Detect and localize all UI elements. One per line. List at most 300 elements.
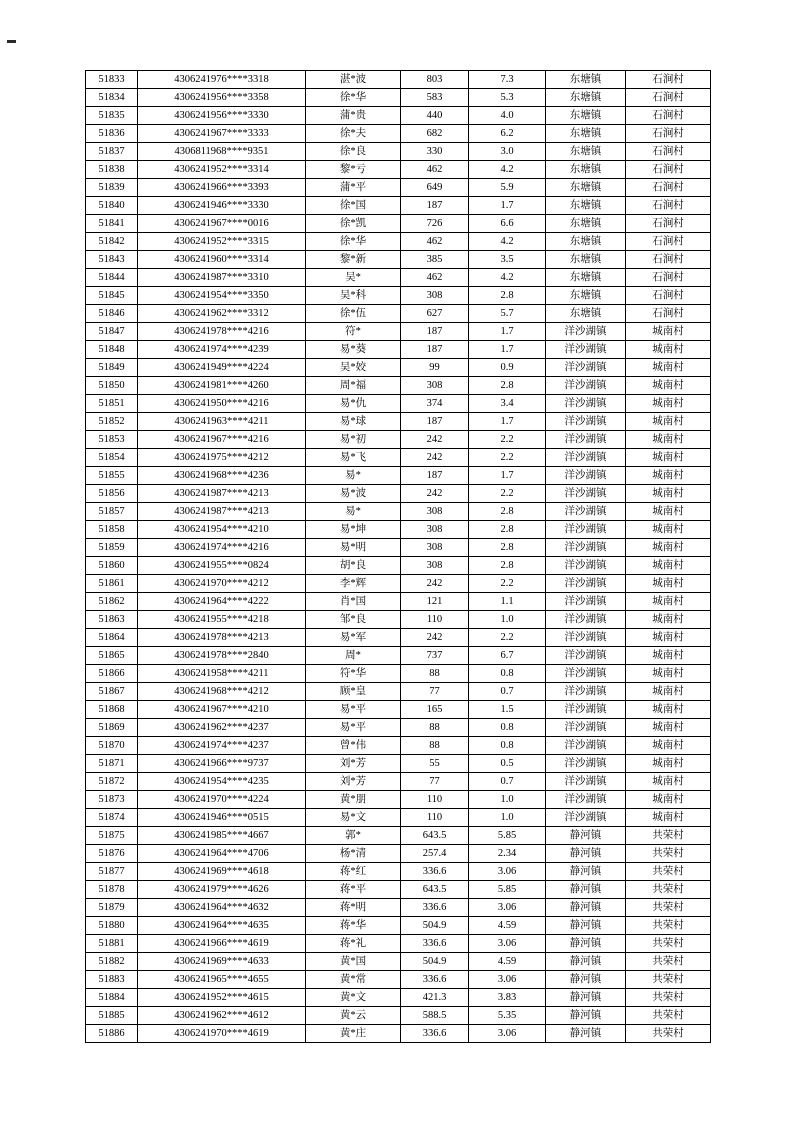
cell-id-number: 4306241967****3333 — [138, 125, 306, 143]
cell-seq: 51850 — [86, 377, 138, 395]
table-row — [86, 377, 711, 395]
cell-name: 徐*国 — [306, 197, 401, 215]
cell-rate: 5.85 — [469, 881, 546, 899]
cell-amount: 308 — [401, 377, 469, 395]
cell-id-number: 4306241967****0016 — [138, 215, 306, 233]
cell-amount: 421.3 — [401, 989, 469, 1007]
cell-amount: 308 — [401, 287, 469, 305]
cell-name: 刘*芳 — [306, 773, 401, 791]
cell-name: 易*明 — [306, 539, 401, 557]
cell-id-number: 4306241964****4222 — [138, 593, 306, 611]
cell-name: 吴* — [306, 269, 401, 287]
cell-id-number: 4306241978****2840 — [138, 647, 306, 665]
cell-amount: 440 — [401, 107, 469, 125]
table-row — [86, 971, 711, 989]
cell-id-number: 4306241954****3350 — [138, 287, 306, 305]
cell-seq: 51858 — [86, 521, 138, 539]
cell-village: 城南村 — [626, 593, 711, 611]
cell-rate: 3.06 — [469, 971, 546, 989]
cell-name: 黄*云 — [306, 1007, 401, 1025]
cell-name: 杨*清 — [306, 845, 401, 863]
cell-rate: 5.3 — [469, 89, 546, 107]
table-row — [86, 593, 711, 611]
cell-id-number: 4306241968****4236 — [138, 467, 306, 485]
cell-village: 城南村 — [626, 431, 711, 449]
cell-town: 洋沙湖镇 — [546, 323, 626, 341]
table-row — [86, 935, 711, 953]
table-row — [86, 809, 711, 827]
cell-town: 东塘镇 — [546, 251, 626, 269]
cell-name: 易*平 — [306, 719, 401, 737]
cell-amount: 242 — [401, 575, 469, 593]
cell-rate: 1.7 — [469, 413, 546, 431]
cell-id-number: 4306241987****3310 — [138, 269, 306, 287]
table-row — [86, 89, 711, 107]
cell-seq: 51886 — [86, 1025, 138, 1043]
table-row — [86, 791, 711, 809]
cell-rate: 2.34 — [469, 845, 546, 863]
cell-name: 郭* — [306, 827, 401, 845]
table-row — [86, 611, 711, 629]
cell-village: 城南村 — [626, 773, 711, 791]
cell-id-number: 4306241952****4615 — [138, 989, 306, 1007]
cell-seq: 51843 — [86, 251, 138, 269]
table-row — [86, 431, 711, 449]
cell-name: 黄*国 — [306, 953, 401, 971]
cell-name: 蒋*平 — [306, 881, 401, 899]
cell-rate: 7.3 — [469, 71, 546, 89]
cell-village: 城南村 — [626, 791, 711, 809]
cell-name: 徐*华 — [306, 233, 401, 251]
cell-id-number: 4306241954****4235 — [138, 773, 306, 791]
cell-amount: 99 — [401, 359, 469, 377]
cell-rate: 4.59 — [469, 917, 546, 935]
cell-name: 易*文 — [306, 809, 401, 827]
cell-town: 静河镇 — [546, 989, 626, 1007]
cell-id-number: 4306241969****4633 — [138, 953, 306, 971]
cell-name: 易*球 — [306, 413, 401, 431]
table-row — [86, 179, 711, 197]
cell-seq: 51870 — [86, 737, 138, 755]
table-row — [86, 701, 711, 719]
cell-rate: 3.06 — [469, 935, 546, 953]
cell-seq: 51847 — [86, 323, 138, 341]
cell-village: 城南村 — [626, 755, 711, 773]
cell-seq: 51842 — [86, 233, 138, 251]
cell-village: 城南村 — [626, 539, 711, 557]
cell-village: 城南村 — [626, 719, 711, 737]
cell-amount: 643.5 — [401, 881, 469, 899]
cell-village: 城南村 — [626, 557, 711, 575]
cell-id-number: 4306241969****4618 — [138, 863, 306, 881]
cell-id-number: 4306241964****4632 — [138, 899, 306, 917]
cell-seq: 51879 — [86, 899, 138, 917]
cell-amount: 257.4 — [401, 845, 469, 863]
cell-id-number: 4306241960****3314 — [138, 251, 306, 269]
cell-village: 石涧村 — [626, 215, 711, 233]
cell-town: 静河镇 — [546, 953, 626, 971]
cell-village: 共荣村 — [626, 953, 711, 971]
cell-seq: 51834 — [86, 89, 138, 107]
cell-seq: 51869 — [86, 719, 138, 737]
cell-town: 洋沙湖镇 — [546, 359, 626, 377]
cell-town: 洋沙湖镇 — [546, 539, 626, 557]
table-row — [86, 323, 711, 341]
cell-id-number: 4306241974****4239 — [138, 341, 306, 359]
cell-seq: 51877 — [86, 863, 138, 881]
cell-town: 洋沙湖镇 — [546, 665, 626, 683]
cell-town: 洋沙湖镇 — [546, 449, 626, 467]
table-row — [86, 719, 711, 737]
table-row — [86, 359, 711, 377]
cell-town: 东塘镇 — [546, 143, 626, 161]
cell-village: 共荣村 — [626, 971, 711, 989]
cell-town: 东塘镇 — [546, 287, 626, 305]
cell-amount: 110 — [401, 809, 469, 827]
cell-town: 静河镇 — [546, 881, 626, 899]
table-row — [86, 287, 711, 305]
cell-town: 静河镇 — [546, 827, 626, 845]
cell-amount: 803 — [401, 71, 469, 89]
cell-village: 共荣村 — [626, 917, 711, 935]
cell-town: 洋沙湖镇 — [546, 611, 626, 629]
cell-town: 洋沙湖镇 — [546, 341, 626, 359]
cell-rate: 1.7 — [469, 197, 546, 215]
cell-town: 洋沙湖镇 — [546, 413, 626, 431]
table-row — [86, 395, 711, 413]
cell-name: 刘*芳 — [306, 755, 401, 773]
cell-town: 洋沙湖镇 — [546, 755, 626, 773]
cell-seq: 51859 — [86, 539, 138, 557]
cell-village: 城南村 — [626, 737, 711, 755]
cell-rate: 1.7 — [469, 341, 546, 359]
cell-name: 徐*良 — [306, 143, 401, 161]
cell-town: 洋沙湖镇 — [546, 431, 626, 449]
records-table — [85, 70, 711, 1043]
cell-town: 东塘镇 — [546, 197, 626, 215]
table-row — [86, 917, 711, 935]
cell-village: 城南村 — [626, 413, 711, 431]
cell-id-number: 4306241976****3318 — [138, 71, 306, 89]
cell-id-number: 4306241968****4212 — [138, 683, 306, 701]
cell-village: 共荣村 — [626, 845, 711, 863]
cell-rate: 3.4 — [469, 395, 546, 413]
cell-seq: 51864 — [86, 629, 138, 647]
cell-seq: 51840 — [86, 197, 138, 215]
cell-rate: 1.7 — [469, 467, 546, 485]
cell-amount: 88 — [401, 719, 469, 737]
cell-rate: 2.2 — [469, 449, 546, 467]
cell-village: 城南村 — [626, 359, 711, 377]
cell-name: 周* — [306, 647, 401, 665]
cell-town: 洋沙湖镇 — [546, 395, 626, 413]
table-row — [86, 413, 711, 431]
cell-rate: 2.2 — [469, 431, 546, 449]
cell-village: 城南村 — [626, 521, 711, 539]
cell-id-number: 4306241954****4210 — [138, 521, 306, 539]
table-row — [86, 233, 711, 251]
cell-id-number: 4306241965****4655 — [138, 971, 306, 989]
cell-id-number: 4306241952****3314 — [138, 161, 306, 179]
cell-name: 黄*常 — [306, 971, 401, 989]
cell-seq: 51857 — [86, 503, 138, 521]
cell-town: 东塘镇 — [546, 269, 626, 287]
cell-village: 共荣村 — [626, 935, 711, 953]
cell-id-number: 4306241987****4213 — [138, 485, 306, 503]
cell-name: 黎*亏 — [306, 161, 401, 179]
cell-town: 东塘镇 — [546, 305, 626, 323]
cell-village: 石涧村 — [626, 161, 711, 179]
cell-rate: 2.2 — [469, 485, 546, 503]
cell-village: 共荣村 — [626, 989, 711, 1007]
cell-seq: 51882 — [86, 953, 138, 971]
cell-town: 洋沙湖镇 — [546, 683, 626, 701]
cell-name: 顾*皇 — [306, 683, 401, 701]
cell-id-number: 4306241962****4237 — [138, 719, 306, 737]
cell-id-number: 4306241949****4224 — [138, 359, 306, 377]
cell-amount: 726 — [401, 215, 469, 233]
cell-rate: 3.0 — [469, 143, 546, 161]
cell-rate: 0.7 — [469, 683, 546, 701]
cell-id-number: 4306241975****4212 — [138, 449, 306, 467]
table-row — [86, 755, 711, 773]
table-row — [86, 71, 711, 89]
cell-amount: 110 — [401, 611, 469, 629]
cell-village: 城南村 — [626, 485, 711, 503]
cell-amount: 336.6 — [401, 899, 469, 917]
cell-seq: 51848 — [86, 341, 138, 359]
cell-name: 湛*波 — [306, 71, 401, 89]
cell-village: 城南村 — [626, 323, 711, 341]
cell-id-number: 4306241956****3330 — [138, 107, 306, 125]
cell-name: 黄*庄 — [306, 1025, 401, 1043]
table-row — [86, 575, 711, 593]
cell-village: 共荣村 — [626, 827, 711, 845]
table-row — [86, 251, 711, 269]
cell-name: 易* — [306, 503, 401, 521]
cell-seq: 51866 — [86, 665, 138, 683]
table-row — [86, 827, 711, 845]
cell-town: 东塘镇 — [546, 215, 626, 233]
cell-amount: 504.9 — [401, 917, 469, 935]
cell-amount: 187 — [401, 341, 469, 359]
cell-rate: 2.8 — [469, 503, 546, 521]
cell-amount: 504.9 — [401, 953, 469, 971]
cell-amount: 308 — [401, 521, 469, 539]
cell-village: 城南村 — [626, 611, 711, 629]
cell-rate: 2.8 — [469, 521, 546, 539]
table-row — [86, 197, 711, 215]
table-row — [86, 125, 711, 143]
cell-rate: 3.06 — [469, 1025, 546, 1043]
cell-id-number: 4306241970****4224 — [138, 791, 306, 809]
cell-seq: 51875 — [86, 827, 138, 845]
cell-rate: 2.8 — [469, 287, 546, 305]
cell-town: 洋沙湖镇 — [546, 719, 626, 737]
table-row — [86, 989, 711, 1007]
cell-seq: 51868 — [86, 701, 138, 719]
cell-id-number: 4306241966****4619 — [138, 935, 306, 953]
cell-name: 蒲*平 — [306, 179, 401, 197]
cell-rate: 6.2 — [469, 125, 546, 143]
cell-amount: 242 — [401, 485, 469, 503]
cell-amount: 121 — [401, 593, 469, 611]
cell-seq: 51839 — [86, 179, 138, 197]
cell-seq: 51884 — [86, 989, 138, 1007]
cell-id-number: 4306241987****4213 — [138, 503, 306, 521]
cell-amount: 588.5 — [401, 1007, 469, 1025]
cell-amount: 462 — [401, 233, 469, 251]
cell-rate: 5.7 — [469, 305, 546, 323]
cell-amount: 583 — [401, 89, 469, 107]
table-body — [86, 71, 711, 1043]
cell-name: 徐*华 — [306, 89, 401, 107]
table-row — [86, 107, 711, 125]
cell-town: 东塘镇 — [546, 71, 626, 89]
cell-village: 共荣村 — [626, 899, 711, 917]
cell-town: 静河镇 — [546, 845, 626, 863]
table-row — [86, 881, 711, 899]
cell-id-number: 4306241970****4619 — [138, 1025, 306, 1043]
table-row — [86, 629, 711, 647]
cell-id-number: 4306241978****4216 — [138, 323, 306, 341]
cell-amount: 187 — [401, 323, 469, 341]
cell-seq: 51880 — [86, 917, 138, 935]
cell-id-number: 4306241962****3312 — [138, 305, 306, 323]
cell-seq: 51881 — [86, 935, 138, 953]
table-row — [86, 341, 711, 359]
cell-seq: 51833 — [86, 71, 138, 89]
cell-town: 静河镇 — [546, 863, 626, 881]
cell-id-number: 4306241981****4260 — [138, 377, 306, 395]
cell-rate: 1.0 — [469, 809, 546, 827]
cell-village: 共荣村 — [626, 863, 711, 881]
cell-seq: 51844 — [86, 269, 138, 287]
cell-seq: 51835 — [86, 107, 138, 125]
cell-town: 东塘镇 — [546, 161, 626, 179]
cell-amount: 737 — [401, 647, 469, 665]
cell-id-number: 4306241958****4211 — [138, 665, 306, 683]
table-row — [86, 269, 711, 287]
cell-amount: 336.6 — [401, 1025, 469, 1043]
cell-amount: 88 — [401, 737, 469, 755]
table-row — [86, 305, 711, 323]
cell-name: 胡*良 — [306, 557, 401, 575]
cell-seq: 51849 — [86, 359, 138, 377]
cell-seq: 51846 — [86, 305, 138, 323]
cell-village: 城南村 — [626, 395, 711, 413]
cell-village: 城南村 — [626, 647, 711, 665]
cell-town: 洋沙湖镇 — [546, 773, 626, 791]
cell-rate: 3.06 — [469, 863, 546, 881]
cell-village: 城南村 — [626, 629, 711, 647]
cell-village: 城南村 — [626, 377, 711, 395]
cell-amount: 336.6 — [401, 863, 469, 881]
cell-seq: 51854 — [86, 449, 138, 467]
cell-id-number: 4306241950****4216 — [138, 395, 306, 413]
cell-id-number: 4306241946****0515 — [138, 809, 306, 827]
cell-name: 周*福 — [306, 377, 401, 395]
cell-rate: 4.0 — [469, 107, 546, 125]
cell-seq: 51862 — [86, 593, 138, 611]
cell-name: 蒋*红 — [306, 863, 401, 881]
cell-rate: 5.9 — [469, 179, 546, 197]
cell-seq: 51876 — [86, 845, 138, 863]
cell-id-number: 4306241974****4237 — [138, 737, 306, 755]
cell-village: 石涧村 — [626, 89, 711, 107]
cell-amount: 462 — [401, 161, 469, 179]
cell-rate: 0.5 — [469, 755, 546, 773]
cell-rate: 1.0 — [469, 791, 546, 809]
cell-amount: 385 — [401, 251, 469, 269]
cell-id-number: 4306241955****0824 — [138, 557, 306, 575]
cell-amount: 77 — [401, 773, 469, 791]
cell-id-number: 4306241946****3330 — [138, 197, 306, 215]
cell-village: 城南村 — [626, 503, 711, 521]
cell-village: 石涧村 — [626, 107, 711, 125]
cell-amount: 242 — [401, 449, 469, 467]
table-row — [86, 863, 711, 881]
cell-amount: 643.5 — [401, 827, 469, 845]
cell-town: 洋沙湖镇 — [546, 647, 626, 665]
cell-seq: 51883 — [86, 971, 138, 989]
cell-village: 城南村 — [626, 575, 711, 593]
cell-rate: 1.0 — [469, 611, 546, 629]
cell-id-number: 4306241970****4212 — [138, 575, 306, 593]
table-row — [86, 737, 711, 755]
table-row — [86, 683, 711, 701]
cell-village: 城南村 — [626, 467, 711, 485]
table-row — [86, 1025, 711, 1043]
cell-town: 静河镇 — [546, 971, 626, 989]
cell-town: 东塘镇 — [546, 233, 626, 251]
cell-name: 蒋*华 — [306, 917, 401, 935]
table-row — [86, 899, 711, 917]
cell-amount: 308 — [401, 539, 469, 557]
cell-seq: 51845 — [86, 287, 138, 305]
cell-name: 黄*文 — [306, 989, 401, 1007]
cell-village: 城南村 — [626, 341, 711, 359]
cell-seq: 51863 — [86, 611, 138, 629]
cell-amount: 88 — [401, 665, 469, 683]
cell-amount: 649 — [401, 179, 469, 197]
table-row — [86, 143, 711, 161]
cell-amount: 77 — [401, 683, 469, 701]
cell-name: 蒋*明 — [306, 899, 401, 917]
cell-seq: 51873 — [86, 791, 138, 809]
cell-seq: 51855 — [86, 467, 138, 485]
cell-village: 共荣村 — [626, 881, 711, 899]
cell-seq: 51836 — [86, 125, 138, 143]
cell-id-number: 4306241952****3315 — [138, 233, 306, 251]
cell-amount: 187 — [401, 197, 469, 215]
cell-id-number: 4306241985****4667 — [138, 827, 306, 845]
cell-seq: 51867 — [86, 683, 138, 701]
table-row — [86, 485, 711, 503]
cell-seq: 51853 — [86, 431, 138, 449]
cell-rate: 4.2 — [469, 161, 546, 179]
cell-id-number: 4306241979****4626 — [138, 881, 306, 899]
cell-id-number: 4306241963****4211 — [138, 413, 306, 431]
cell-rate: 2.2 — [469, 575, 546, 593]
cell-village: 石涧村 — [626, 71, 711, 89]
cell-rate: 6.6 — [469, 215, 546, 233]
cell-town: 洋沙湖镇 — [546, 503, 626, 521]
cell-rate: 2.2 — [469, 629, 546, 647]
cell-id-number: 4306241966****3393 — [138, 179, 306, 197]
cell-rate: 5.35 — [469, 1007, 546, 1025]
cell-name: 易*军 — [306, 629, 401, 647]
